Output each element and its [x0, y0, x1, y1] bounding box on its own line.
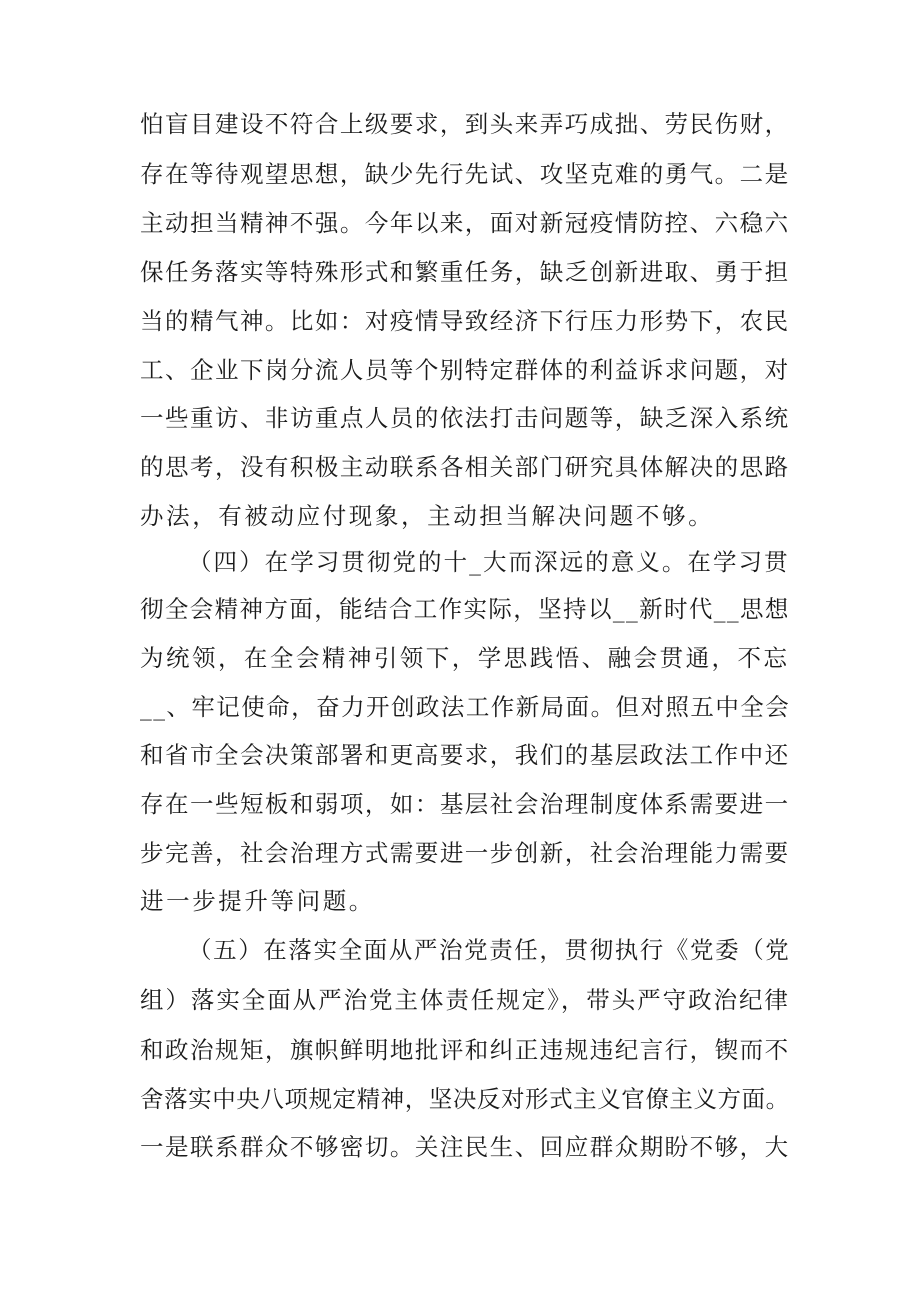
text-line: 怕盲目建设不符合上级要求，到头来弄巧成拙、劳民伤财，: [140, 110, 790, 138]
text-line: 进一步提升等问题。: [140, 887, 375, 915]
text-line: 办法，有被动应付现象，主动担当解决问题不够。: [140, 502, 715, 530]
text-line: 一些重访、非访重点人员的依法打击问题等，缺乏深入系统: [140, 404, 790, 432]
paragraph-heading-5: （五）在落实全面从严治党责任，贯彻执行《党委（党: [188, 936, 791, 964]
text-line: 保任务落实等特殊形式和繁重任务，缺乏创新进取、勇于担: [140, 258, 790, 286]
text-line: 当的精气神。比如：对疫情导致经济下行压力形势下，农民: [140, 307, 790, 335]
text-line: 舍落实中央八项规定精神，坚决反对形式主义官僚主义方面。: [140, 1085, 790, 1113]
text-line: 彻全会精神方面，能结合工作实际，坚持以__新时代__思想: [140, 595, 790, 623]
text-line: 存在等待观望思想，缺少先行先试、攻坚克难的勇气。二是: [140, 160, 790, 188]
text-line: 一是联系群众不够密切。关注民生、回应群众期盼不够，大: [140, 1133, 790, 1161]
text-line: __、牢记使命，奋力开创政法工作新局面。但对照五中全会: [140, 693, 791, 721]
paragraph-heading-4: （四）在学习贯彻党的十_大而深远的意义。在学习贯: [188, 548, 790, 576]
text-line: 和政治规矩，旗帜鲜明地批评和纠正违规违纪言行，锲而不: [140, 1036, 790, 1064]
text-line: 为统领，在全会精神引领下，学思践悟、融会贯通，不忘: [140, 644, 790, 672]
text-line: 存在一些短板和弱项，如：基层社会治理制度体系需要进一: [140, 790, 790, 818]
text-line: 主动担当精神不强。今年以来，面对新冠疫情防控、六稳六: [140, 209, 790, 237]
text-line: 工、企业下岗分流人员等个别特定群体的利益诉求问题，对: [140, 356, 790, 384]
text-line: 和省市全会决策部署和更高要求，我们的基层政法工作中还: [140, 741, 790, 769]
text-line: 的思考，没有积极主动联系各相关部门研究具体解决的思路: [140, 453, 790, 481]
text-line: 步完善，社会治理方式需要进一步创新，社会治理能力需要: [140, 839, 790, 867]
text-line: 组）落实全面从严治党主体责任规定》，带头严守政治纪律: [140, 986, 790, 1014]
